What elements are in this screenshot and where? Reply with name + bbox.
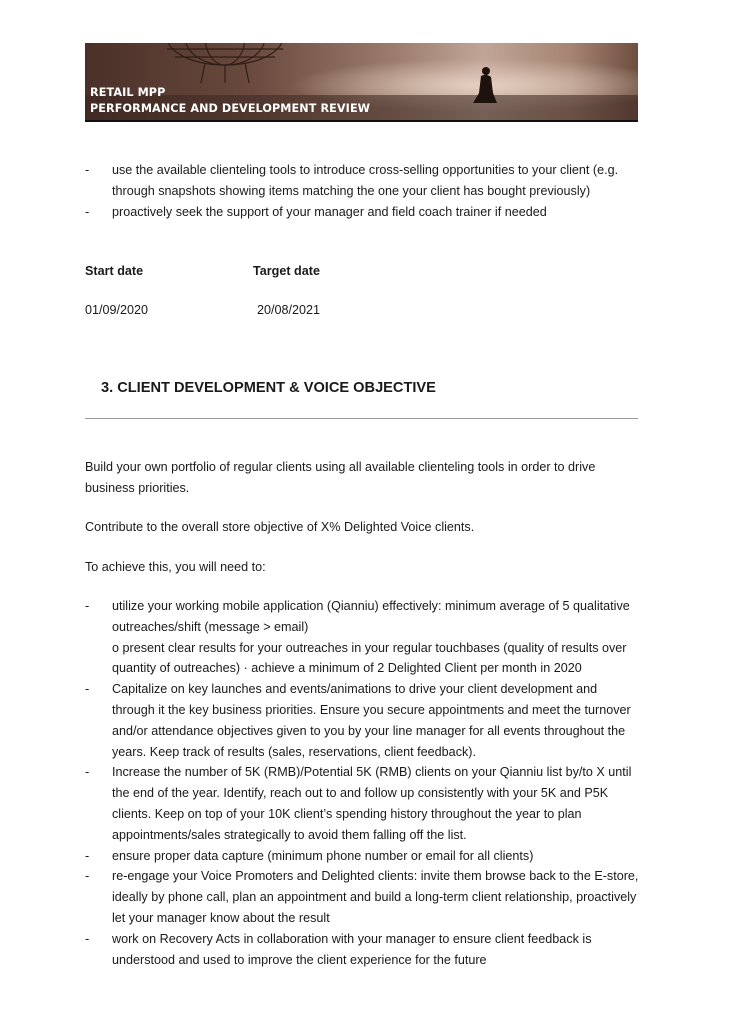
list-item: - utilize your working mobile application (Qianniu) effectively: minimum average of 5 qualitative outreaches/shift (message > email) o present clear results for your outreaches in your regular touchbases (quality of results over quantity of outreaches) · achieve a minimum of 2 Delighted Client per month in 2020 — [85, 596, 640, 679]
paragraph-intro: To achieve this, you will need to: — [85, 560, 266, 574]
list-item: - ensure proper data capture (minimum phone number or email for all clients) — [85, 848, 534, 863]
top-bullet-list — [85, 160, 640, 222]
list-item: - re-engage your Voice Promoters and Delighted clients: invite them browse back to the E-store, ideally by phone call, plan an appointment and build a long-term client relationship, proactively let your manager know about the result — [85, 869, 639, 925]
list-item: - proactively seek the support of your manager and field coach trainer if needed — [85, 204, 547, 219]
banner-line-2: PERFORMANCE AND DEVELOPMENT REVIEW — [90, 102, 371, 115]
list-item: - Capitalize on key launches and events/animations to drive your client development and through it the key business priorities. Ensure you secure appointments and meet the turnover and/or attendance objectives given to you by your line manager for all events throughout the years. Keep track of results (sales, reservations, client feedback). — [85, 682, 631, 759]
objective-bullet-list — [85, 596, 640, 970]
start-date-value: 01/09/2020 — [85, 303, 149, 317]
start-date-label: Start date — [85, 264, 144, 278]
banner-line-1: RETAIL MPP — [90, 86, 166, 99]
target-date-label: Target date — [253, 264, 320, 278]
list-item: - work on Recovery Acts in collaboration with your manager to ensure client feedback is understood and used to improve the client experience for the future — [85, 931, 592, 967]
paragraph-portfolio: Build your own portfolio of regular clients using all available clienteling tools in order to drive business priorities. — [85, 460, 596, 495]
banner-title — [90, 85, 370, 117]
sub-item: o present clear results for your outreaches in your regular touchbases (quality of results over quantity of outreaches) · achieve a minimum of 2 Delighted Client per month in 2020 — [112, 640, 627, 676]
header-banner — [85, 43, 638, 122]
section-title: 3. CLIENT DEVELOPMENT & VOICE OBJECTIVE — [101, 380, 436, 396]
list-item: - Increase the number of 5K (RMB)/Potential 5K (RMB) clients on your Qianniu list by/to X until the end of the year. Identify, reach out to and follow up consistently with your 5K and P5K clients. Keep on top of your 10K client’s spending history throughout the year to plan appointments/sales strategically to avoid them falling off the list. — [85, 765, 632, 842]
paragraph-objective: Contribute to the overall store objective of X% Delighted Voice clients. — [85, 520, 475, 534]
target-date-value: 20/08/2021 — [257, 303, 321, 317]
list-item: - use the available clienteling tools to introduce cross-selling opportunities to your client (e.g. through snapshots showing items matching the one your client has bought previously) — [85, 163, 619, 198]
section-divider — [85, 418, 638, 419]
